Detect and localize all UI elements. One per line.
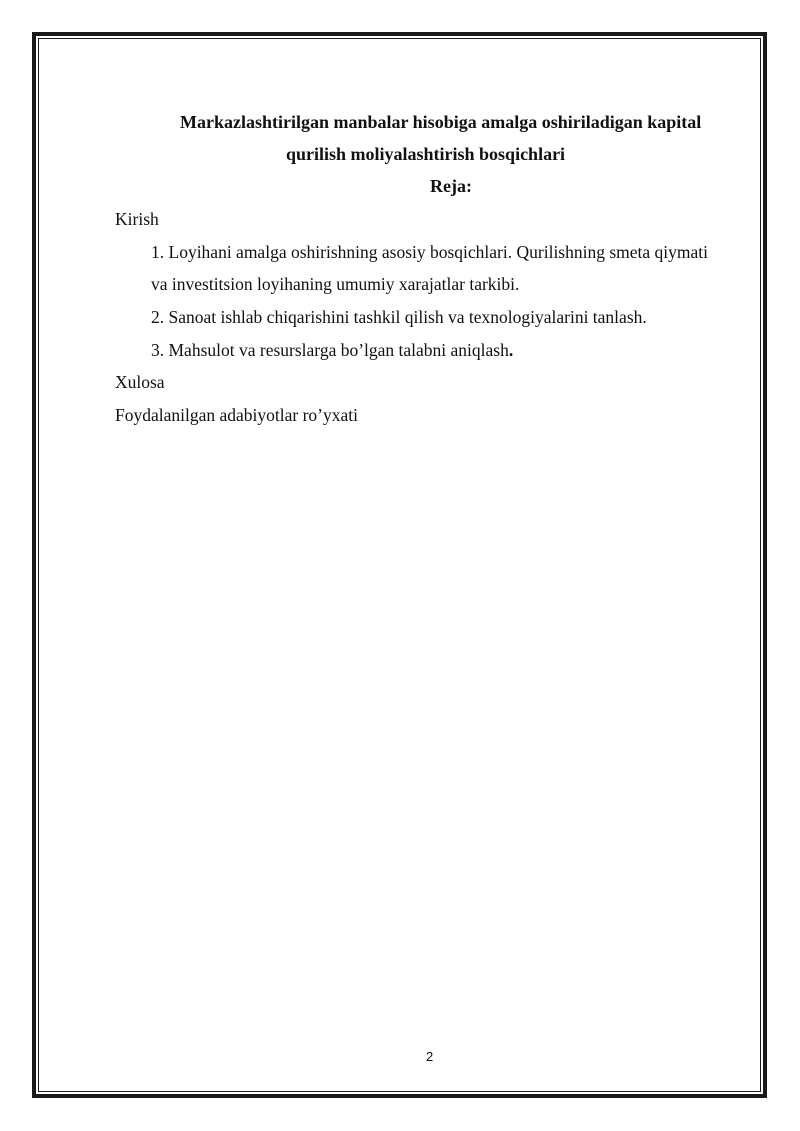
plan-intro: Kirish [115, 209, 159, 229]
document-title-line-1: Markazlashtirilgan manbalar hisobiga amalga oshiriladigan kapital [180, 112, 702, 132]
page-number: 2 [426, 1049, 434, 1064]
plan-heading: Reja: [430, 176, 472, 196]
plan-references: Foydalanilgan adabiyotlar ro’yxati [115, 405, 358, 425]
plan-item-1-line-2: va investitsion loyihaning umumiy xarajatlar tarkibi. [151, 274, 520, 294]
plan-item-1-line-1: 1. Loyihani amalga oshirishning asosiy bosqichlari. Qurilishning smeta qiymati [151, 242, 709, 262]
plan-item-3 [151, 339, 513, 361]
plan-item-2: 2. Sanoat ishlab chiqarishini tashkil qilish va texnologiyalarini tanlash. [151, 307, 647, 327]
plan-item-3-text: 3. Mahsulot va resurslarga bo’lgan talabni aniqlash [151, 340, 509, 360]
page-border-inner [38, 38, 761, 1092]
document-title-line-2: qurilish moliyalashtirish bosqichlari [286, 144, 566, 164]
plan-conclusion: Xulosa [115, 372, 165, 392]
plan-item-3-period: . [508, 340, 514, 360]
